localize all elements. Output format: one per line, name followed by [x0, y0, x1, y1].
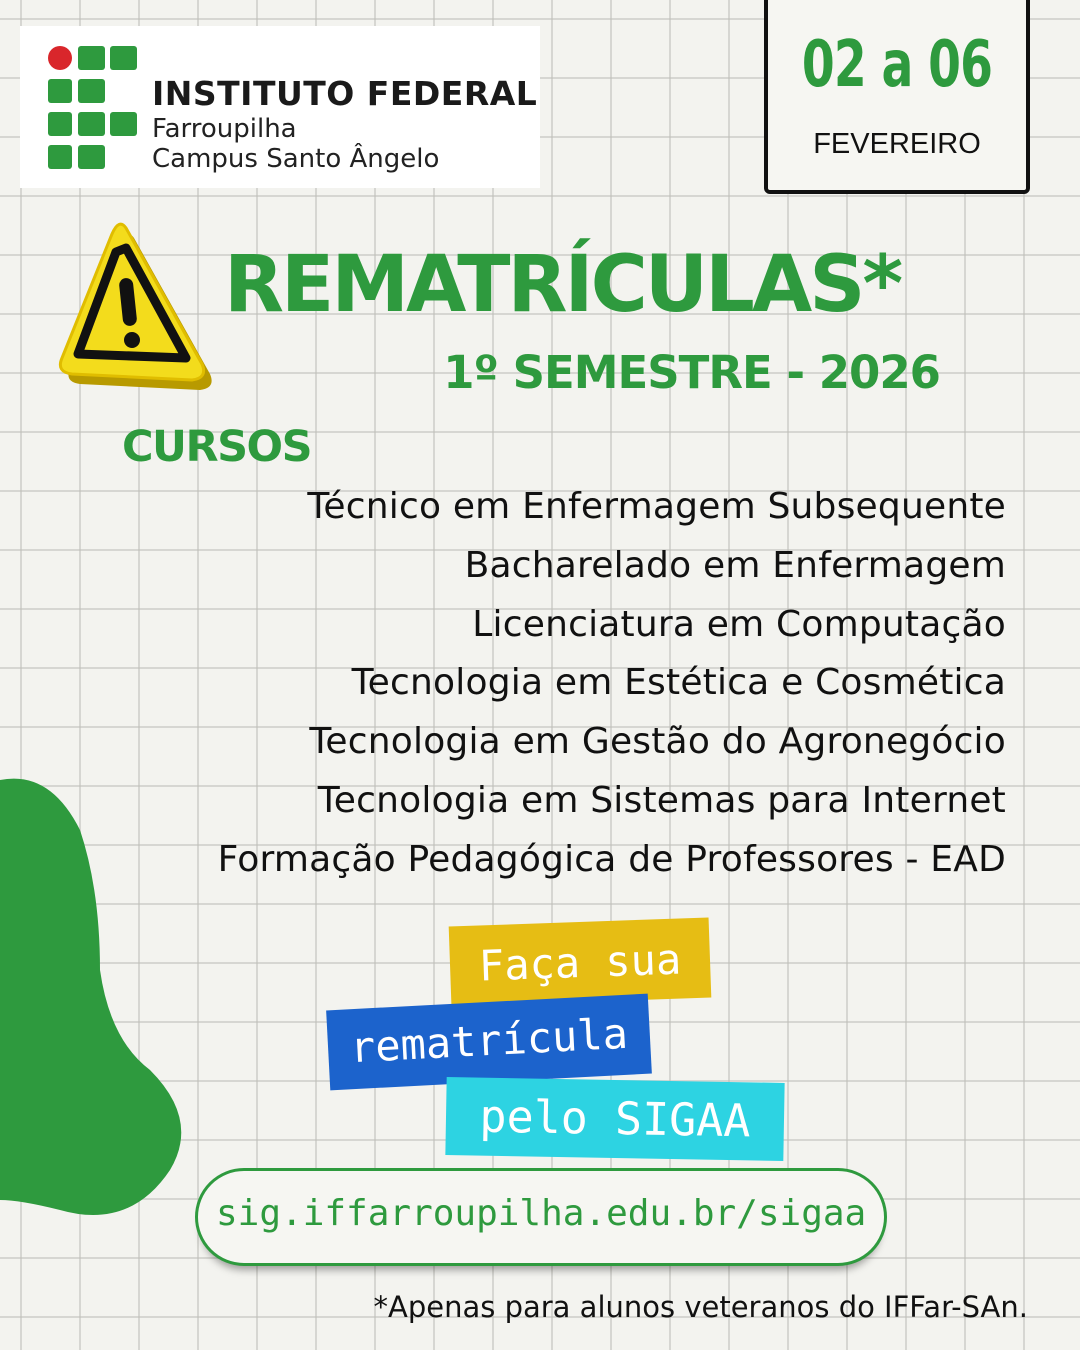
if-logo-icon [48, 46, 140, 170]
course-item: Formação Pedagógica de Professores - EAD [217, 838, 1006, 880]
warning-icon [56, 218, 216, 390]
date-range: 02 a 06 [801, 28, 993, 102]
footnote: *Apenas para alunos veteranos do IFFar-SAn. [373, 1290, 1028, 1324]
cta-tag-3: pelo SIGAA [445, 1077, 784, 1161]
cta-tag-1: Faça sua [449, 917, 712, 1006]
decorative-green-blob [0, 770, 190, 1230]
date-box [764, 0, 1030, 194]
course-item: Licenciatura em Computação [472, 603, 1006, 645]
course-list [218, 478, 1006, 890]
courses-heading: CURSOS [122, 422, 312, 472]
course-item: Tecnologia em Gestão do Agronegócio [309, 721, 1006, 763]
headline-subtitle: 1º SEMESTRE - 2026 [443, 346, 940, 399]
course-item: Técnico em Enfermagem Subsequente [307, 486, 1006, 527]
institution-name: INSTITUTO FEDERAL [152, 74, 538, 113]
date-month: FEVEREIRO [813, 128, 981, 160]
course-item: Tecnologia em Estética e Cosmética [351, 662, 1006, 704]
sigaa-link-button[interactable] [195, 1168, 887, 1266]
sigaa-url[interactable]: sig.iffarroupilha.edu.br/sigaa [216, 1193, 867, 1234]
cta-tag-2: rematrícula [326, 994, 652, 1091]
institution-subtitle: Farroupilha [152, 114, 297, 144]
institution-logo [20, 26, 540, 188]
course-item: Bacharelado em Enfermagem [464, 544, 1006, 586]
course-item: Tecnologia em Sistemas para Internet [317, 779, 1006, 821]
campus-name: Campus Santo Ângelo [152, 144, 440, 174]
headline-title: REMATRÍCULAS* [224, 240, 901, 330]
